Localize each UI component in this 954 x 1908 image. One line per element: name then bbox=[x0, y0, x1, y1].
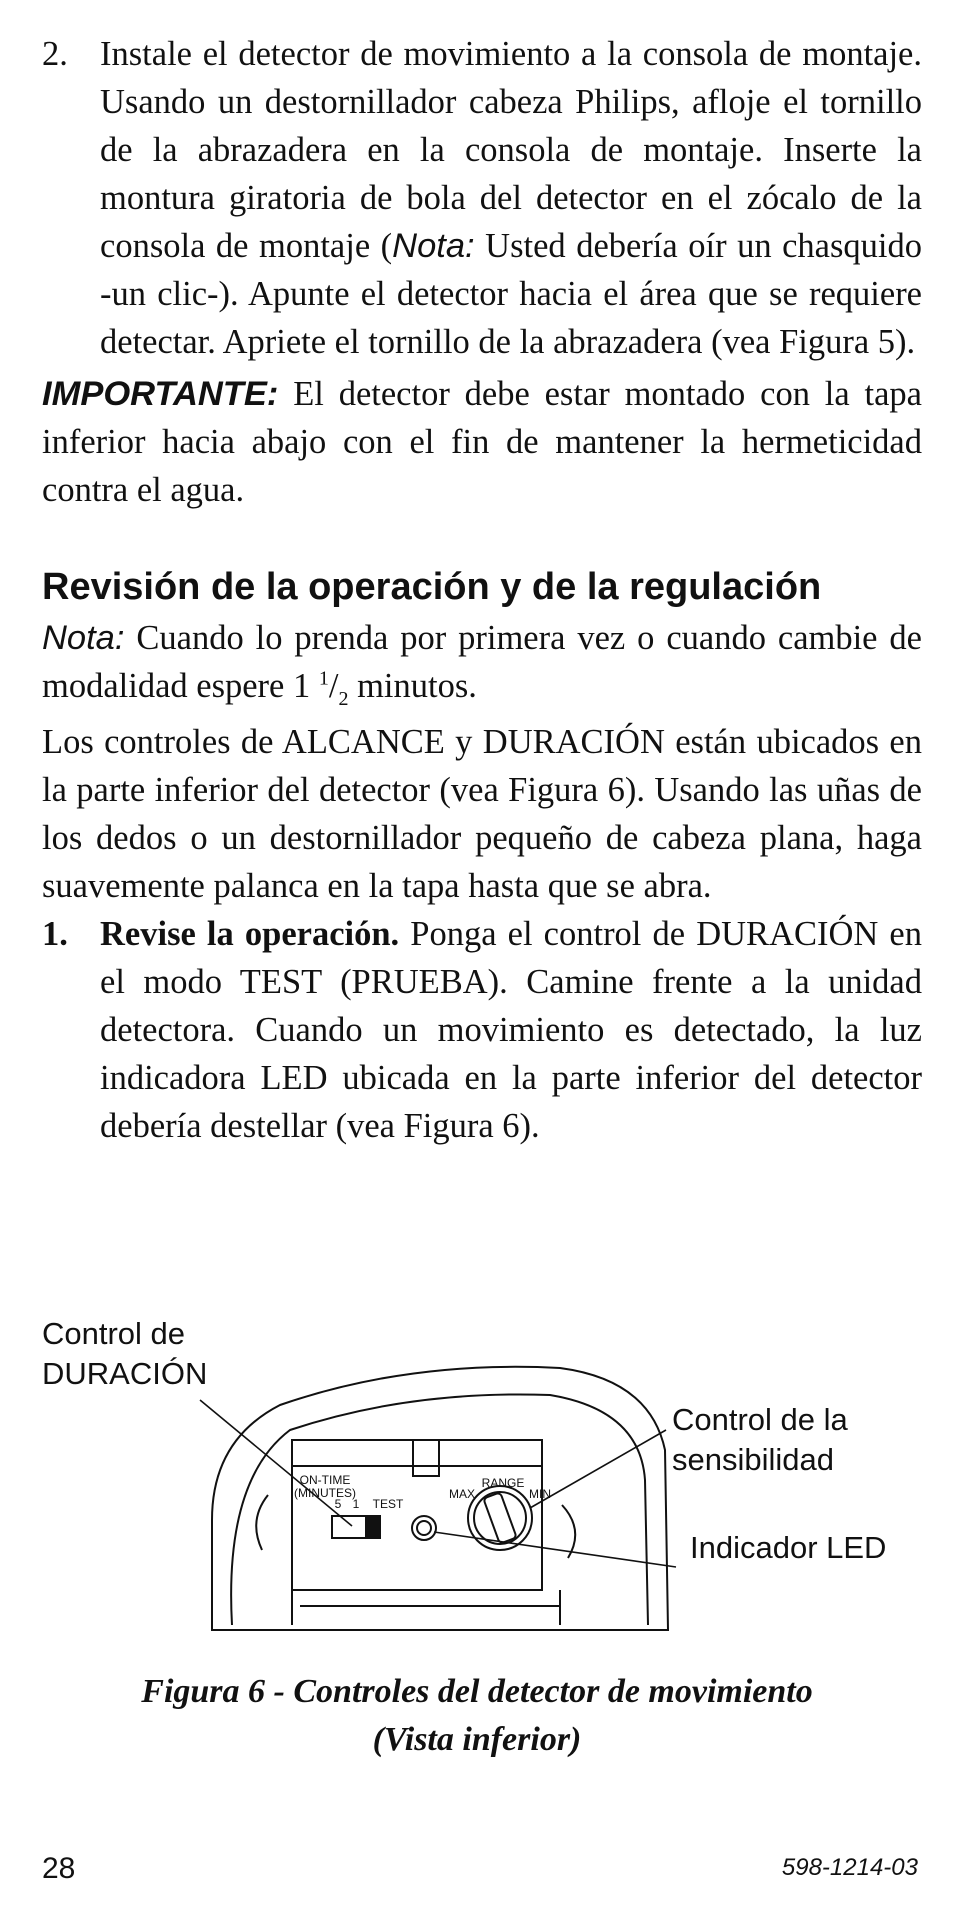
fraction-numerator: 1 bbox=[318, 667, 329, 690]
label-sens-line-1: Control de la bbox=[672, 1402, 848, 1437]
section-note: Nota: Cuando lo prenda por primera vez o cuando cambie de modalidad espere 1 $^1/_2$ minutos. bbox=[42, 619, 922, 710]
section-heading: Revisión de la operación y de la regulación bbox=[42, 566, 822, 608]
switch-test-label: TEST bbox=[372, 1497, 404, 1511]
label-duration-line-1: Control de bbox=[42, 1316, 186, 1351]
switch-5-label: 5 bbox=[334, 1497, 342, 1511]
step-1-text: Ponga el control de DURACIÓN en el modo TEST (PRUEBA). Camine frente a la unidad detectora. Cuando un movimiento es detectado, la luz indicadora LED ubicada en la parte inferior del detector debería destellar (vea Figura 6). bbox=[100, 915, 922, 1145]
left-ear bbox=[256, 1495, 268, 1550]
ontime-label-1: ON-TIME bbox=[299, 1473, 351, 1487]
control-panel bbox=[292, 1440, 542, 1590]
caption-line-1: Figura 6 - Controles del detector de movimiento bbox=[141, 1673, 813, 1710]
figure-caption bbox=[0, 1668, 954, 1764]
leader-led bbox=[434, 1532, 676, 1567]
fraction-denominator: 2 bbox=[338, 687, 349, 710]
range-label: RANGE bbox=[481, 1476, 525, 1490]
min-label: MIN bbox=[529, 1487, 551, 1501]
step-2-nota: Nota: bbox=[392, 227, 475, 265]
section-note-text-a: Cuando lo prenda por primera vez o cuando cambie de modalidad espere 1 bbox=[42, 619, 922, 705]
step-2-text-a: Instale el detector de movimiento a la consola de montaje. Usando un destornillador cabeza Philips, afloje el tornillo de la abrazadera en la consola de montaje. Inserte la montura giratoria de bola del detector en el zócalo de la consola de montaje ( bbox=[100, 35, 922, 265]
figure-6 bbox=[0, 1280, 954, 1660]
caption-line-2: (Vista inferior) bbox=[372, 1721, 582, 1758]
step-1 bbox=[42, 910, 922, 1150]
step-1-number: 1. bbox=[42, 915, 68, 953]
step-2 bbox=[42, 30, 922, 366]
step-1-bold: Revise la operación. bbox=[100, 915, 400, 953]
label-duration-line-2: DURACIÓN bbox=[42, 1356, 208, 1391]
section-paragraph: Los controles de ALCANCE y DURACIÓN están ubicados en la parte inferior del detector (vea Figura 6). Usando las uñas de los dedos o un destornillador pequeño de cabeza plana, haga suavemente palanca en la tapa hasta que se abra. bbox=[42, 723, 922, 905]
range-knob-icon bbox=[468, 1486, 532, 1550]
step-2-text-b: Usted debería oír un chasquido -un clic-). Apunte el detector hacia el área que se requiere detectar. Apriete el tornillo de la abrazadera (vea Figura 5). bbox=[100, 227, 922, 361]
duration-switch-thumb bbox=[366, 1518, 378, 1536]
label-sens-line-2: sensibilidad bbox=[672, 1442, 834, 1477]
section-note-text-b: minutos. bbox=[348, 667, 477, 705]
step-2-number: 2. bbox=[42, 35, 68, 73]
max-label: MAX bbox=[448, 1487, 476, 1501]
important-note bbox=[42, 370, 922, 514]
detector-bottom-view-illustration bbox=[0, 1280, 954, 1660]
section-note-label: Nota: bbox=[42, 619, 125, 657]
important-label: IMPORTANTE: bbox=[42, 375, 279, 413]
page-number: 28 bbox=[42, 1852, 76, 1885]
important-text: El detector debe estar montado con la tapa inferior hacia abajo con el fin de mantener la hermeticidad contra el agua. bbox=[42, 375, 922, 509]
label-led: Indicador LED bbox=[690, 1530, 887, 1565]
ontime-label-2: (MINUTES) bbox=[294, 1486, 356, 1500]
document-code: 598-1214-03 bbox=[781, 1854, 918, 1881]
led-indicator-icon bbox=[412, 1516, 436, 1540]
switch-1-label: 1 bbox=[352, 1497, 360, 1511]
panel-tab bbox=[413, 1440, 439, 1476]
